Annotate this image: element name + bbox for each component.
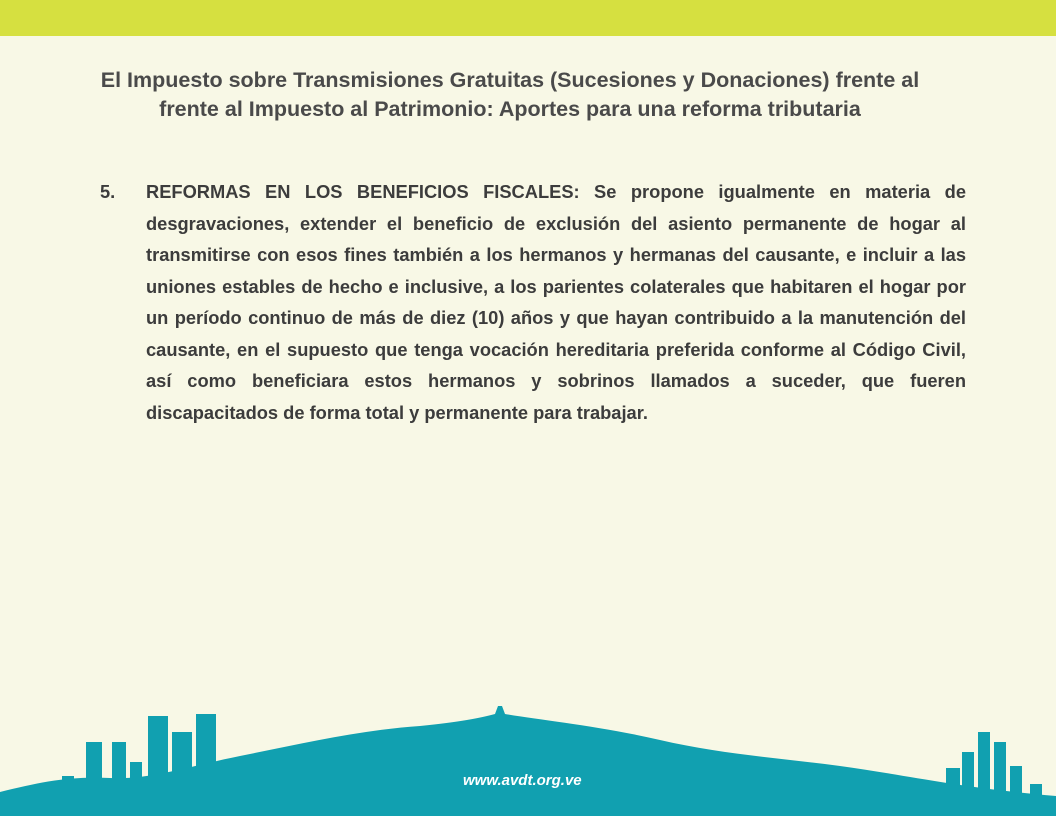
- footer-skyline: [0, 696, 1056, 816]
- slide-title: El Impuesto sobre Transmisiones Gratuitas (Sucesiones y Donaciones) frente al frente al Impuesto al Patrimonio: Aportes para una reforma tributaria: [100, 68, 920, 121]
- city-skyline-illustration: [0, 696, 1056, 816]
- list-item: [100, 176, 966, 428]
- list-item-text: REFORMAS EN LOS BENEFICIOS FISCALES: Se propone igualmente en materia de desgravaciones, extender el beneficio de exclusión del asiento permanente de hogar al transmitirse con esos fines también a los hermanos y hermanas del causante, e incluir a las uniones estables de hecho e inclusive, a los parientes colaterales que habitaren el hogar por un período continuo de más de diez (10) años y que hayan contribuido a la manutención del causante, en el supuesto que tenga vocación hereditaria preferida conforme al Código Civil, así como beneficiara estos hermanos y sobrinos llamados a suceder, que fueren discapacitados de forma total y permanente para trabajar.: [146, 181, 966, 423]
- website-url[interactable]: www.avdt.org.ve: [463, 772, 582, 789]
- list-item-number: 5.: [100, 181, 116, 202]
- top-accent-bar: [0, 0, 1056, 36]
- slide-content: [100, 176, 966, 428]
